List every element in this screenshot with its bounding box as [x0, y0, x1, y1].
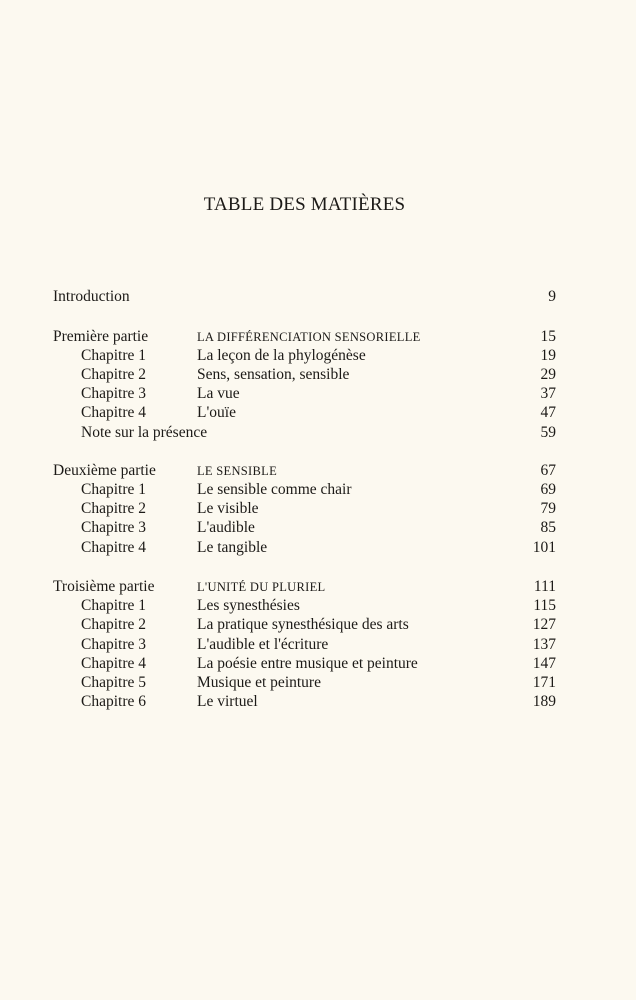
toc-chapter[interactable] [0, 365, 636, 385]
toc-page-number: 137 [532, 636, 556, 653]
toc-chapter[interactable] [0, 403, 636, 423]
toc-page-number: 67 [540, 462, 556, 479]
toc-chapter[interactable] [0, 615, 636, 635]
toc-chapter-label: Chapitre 4 [81, 404, 146, 421]
toc-chapter-label: Chapitre 2 [81, 616, 146, 633]
toc-chapter[interactable] [0, 384, 636, 404]
toc-chapter-label: Chapitre 3 [81, 385, 146, 402]
toc-chapter-title: Musique et peinture [197, 674, 321, 691]
toc-chapter-title: Le virtuel [197, 693, 258, 710]
toc-part-2[interactable] [0, 461, 636, 481]
toc-note[interactable] [0, 423, 636, 443]
toc-chapter-label: Chapitre 5 [81, 674, 146, 691]
toc-chapter-title: Le tangible [197, 539, 268, 556]
toc-page-number: 85 [540, 519, 556, 536]
toc-chapter-title: L'ouïe [197, 404, 236, 421]
toc-page-number: 147 [532, 655, 556, 672]
toc-page-number: 9 [548, 288, 556, 305]
toc-chapter-title: Sens, sensation, sensible [197, 366, 350, 383]
toc-page-number: 47 [540, 404, 556, 421]
toc-chapter-title: L'audible [197, 519, 255, 536]
toc-chapter[interactable] [0, 654, 636, 674]
toc-chapter-label: Chapitre 1 [81, 597, 146, 614]
toc-part-label: Deuxième partie [53, 462, 156, 479]
toc-part-title: LE SENSIBLE [197, 464, 278, 478]
toc-page-number: 37 [540, 385, 556, 402]
toc-chapter[interactable] [0, 538, 636, 558]
toc-page-number: 111 [533, 578, 556, 595]
toc-part-title: LA DIFFÉRENCIATION SENSORIELLE [197, 330, 421, 344]
toc-entry-label: Introduction [53, 288, 130, 305]
toc-part-1[interactable] [0, 327, 636, 347]
toc-part-label: Troisième partie [53, 578, 155, 595]
toc-part-title: L'UNITÉ DU PLURIEL [197, 580, 326, 594]
toc-part-label: Première partie [53, 328, 149, 345]
toc-chapter-label: Chapitre 4 [81, 655, 146, 672]
toc-chapter[interactable] [0, 346, 636, 366]
toc-chapter-label: Chapitre 4 [81, 539, 146, 556]
toc-entry-introduction[interactable] [0, 287, 636, 307]
toc-page-number: 15 [540, 328, 556, 345]
toc-chapter-label: Chapitre 1 [81, 481, 146, 498]
toc-page-number: 69 [540, 481, 556, 498]
toc-chapter-title: Le visible [197, 500, 259, 517]
toc-chapter-label: Chapitre 6 [81, 693, 146, 710]
toc-chapter[interactable] [0, 499, 636, 519]
toc-chapter-label: Chapitre 3 [81, 636, 146, 653]
toc-chapter-title: La poésie entre musique et peinture [197, 655, 418, 672]
toc-chapter-label: Chapitre 2 [81, 366, 146, 383]
toc-chapter[interactable] [0, 635, 636, 655]
toc-chapter-title: Les synesthésies [197, 597, 300, 614]
toc-chapter-label: Chapitre 2 [81, 500, 146, 517]
toc-page-number: 127 [532, 616, 556, 633]
page-title: TABLE DES MATIÈRES [203, 194, 406, 215]
toc-page-number: 59 [540, 424, 556, 441]
toc-page-number: 79 [540, 500, 556, 517]
toc-chapter-label: Chapitre 1 [81, 347, 146, 364]
toc-chapter-title: La leçon de la phylogénèse [197, 347, 366, 364]
toc-chapter-title: L'audible et l'écriture [197, 636, 329, 653]
toc-page-number: 189 [532, 693, 556, 710]
toc-page-number: 115 [533, 597, 556, 614]
toc-page-number: 101 [532, 539, 556, 556]
toc-chapter[interactable] [0, 596, 636, 616]
toc-chapter[interactable] [0, 518, 636, 538]
toc-part-3[interactable] [0, 577, 636, 597]
toc-note-label: Note sur la présence [81, 424, 208, 441]
toc-chapter-label: Chapitre 3 [81, 519, 146, 536]
toc-page-number: 19 [540, 347, 556, 364]
toc-chapter[interactable] [0, 692, 636, 712]
toc-chapter[interactable] [0, 480, 636, 500]
toc-chapter-title: La pratique synesthésique des arts [197, 616, 409, 633]
toc-chapter[interactable] [0, 673, 636, 693]
toc-page-number: 171 [532, 674, 556, 691]
toc-page-number: 29 [540, 366, 556, 383]
toc-chapter-title: La vue [197, 385, 240, 402]
toc-chapter-title: Le sensible comme chair [197, 481, 352, 498]
